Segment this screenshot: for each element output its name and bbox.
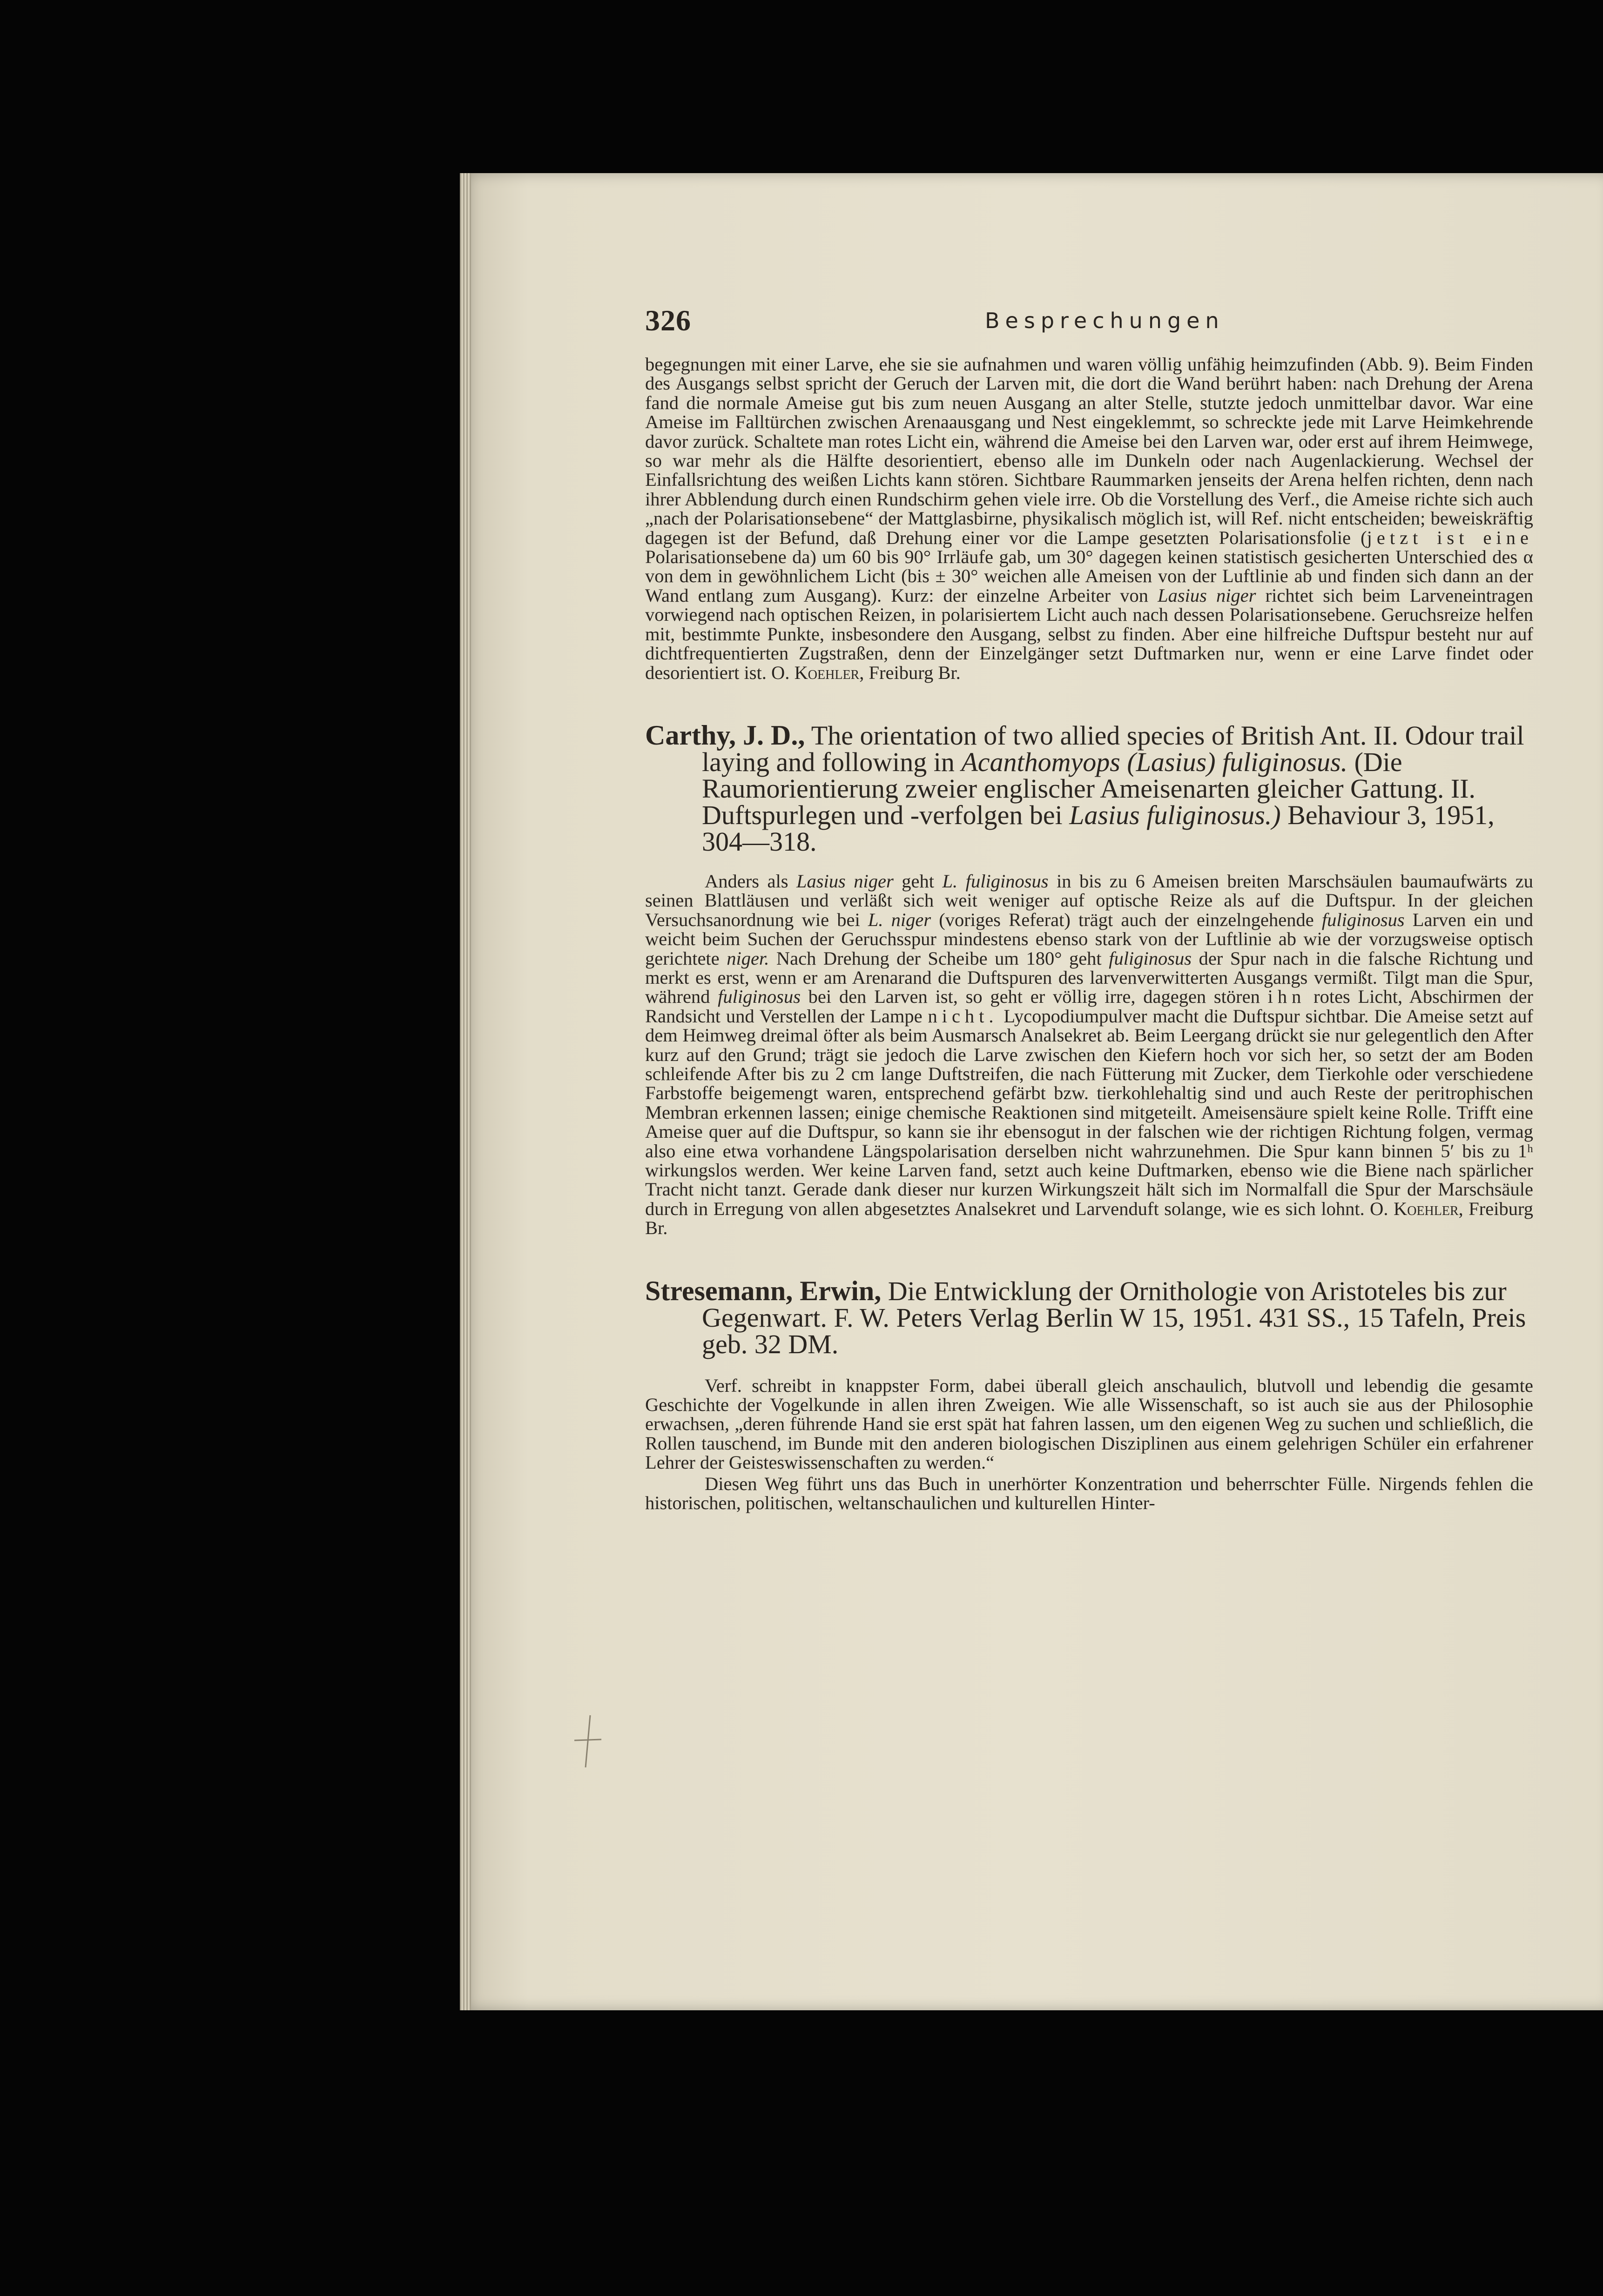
- book-page: [460, 173, 1603, 2010]
- reviewer-name: Koehler: [794, 662, 860, 683]
- pencil-margin-mark: [572, 1713, 604, 1769]
- review-heading-stresemann: Stresemann, Erwin, Die Entwicklung der Ornithologie von Aristoteles bis zur Gegenwart. F. W. Peters Verlag Berlin W 15, 1951. 431 SS., 15 Tafeln, Preis geb. 32 DM.: [645, 1275, 1526, 1359]
- page-edge: [460, 173, 471, 2010]
- review-paragraph-stresemann-2: Diesen Weg führt uns das Buch in unerhörter Konzentration und beherrschter Fülle. Nirgends fehlen die historischen, politischen, weltanschaulichen und kulturellen Hinter-: [645, 1473, 1533, 1514]
- spaced-emphasis: jetzt ist eine: [1367, 527, 1533, 548]
- review-author: Carthy, J. D.,: [645, 719, 805, 751]
- reviewer-place: , Freiburg Br.: [859, 662, 961, 683]
- review-author: Stresemann, Erwin,: [645, 1275, 882, 1306]
- reviewer-name: Koehler: [1393, 1198, 1459, 1219]
- reviewer-place: , Freiburg Br.: [645, 1198, 1533, 1239]
- review-continuation-paragraph: begegnungen mit einer Larve, ehe sie sie aufnahmen und waren völlig unfähig heimzufinden (Abb. 9). Beim Finden des Ausgangs selbst spricht der Geruch der Larven mit, die dort die Wand berührt haben: nach Drehung der Arena fand die normale Ameise gut bis zum neuen Ausgang an alter Stelle, stutzte jedoch unmittelbar davor. War eine Ameise im Falltürchen zwischen Arenaausgang und Nest eingeklemmt, so schreckte jede mit Larve Heimkehrende davor zurück. Schaltete man rotes Licht ein, während die Ameise bei den Larven war, oder erst auf ihrem Heimwege, so war mehr als die Hälfte desorientiert, ebenso alle im Dunkeln oder nach Augenlackierung. Wechsel der Einfallsrichtung des weißen Lichts kann stören. Sichtbare Raummarken jenseits der Arena helfen richten, denn nach ihrer Abblendung durch einen Rundschirm gehen viele irre. Ob die Vorstellung des Verf., die Ameise richte sich auch „nach der Polarisationsebene“ der Mattglasbirne, physikalisch möglich ist, will Ref. nicht entscheiden; beweiskräftig dagegen ist der Befund, daß Drehung einer vor die Lampe gesetzten Polarisationsfolie (jetzt ist eine Polarisationsebene da) um 60 bis 90° Irrläufe gab, um 30° dagegen keinen statistisch gesicherten Unterschied des α von dem in gewöhnlichem Licht (bis ± 30° weichen alle Ameisen von der Luftlinie ab und finden sich dann an der Wand entlang zum Ausgang). Kurz: der einzelne Arbeiter von Lasius niger richtet sich beim Larveneintragen vorwiegend nach optischen Reizen, in polarisiertem Licht auch nach dessen Polarisationsebene. Geruchsreize helfen mit, bestimmte Punkte, insbesondere den Ausgang, selbst zu finden. Aber eine hilfreiche Duftspur besteht nur auf dichtfrequentierten Zugstraßen, denn der Einzelgänger setzt Duftmarken nur, wenn er eine Larve findet oder desorientiert ist. O. Koehler, Freiburg Br.: [645, 354, 1533, 683]
- running-head: [645, 303, 1533, 355]
- species-name: Lasius niger: [1158, 584, 1256, 606]
- page-content: [645, 303, 1533, 1512]
- page-number: 326: [645, 304, 691, 337]
- review-heading-carthy: Carthy, J. D., The orientation of two allied species of British Ant. II. Odour trail laying and following in Acanthomyops (Lasius) fuliginosus. (Die Raumorientierung zweier englischer Ameisenarten gleicher Gattung. II. Duftspurlegen und -verfolgen bei Lasius fuliginosus.) Behaviour 3, 1951, 304—318.: [645, 719, 1524, 857]
- section-title: Besprechungen: [985, 308, 1225, 333]
- review-paragraph-stresemann-1: Verf. schreibt in knappster Form, dabei überall gleich anschaulich, blutvoll und lebendig die gesamte Geschichte der Vogelkunde in allen ihren Zweigen. Wie alle Wissenschaft, so ist auch sie aus der Philosophie erwachsen, „deren führende Hand sie erst spät hat fahren lassen, um den eigenen Weg zu suchen und schließlich, die Rollen tauschend, im Bunde mit den anderen biologischen Disziplinen aus einem gelehrigen Schüler ein erfahrener Lehrer der Geisteswissenschaften zu werden.“: [645, 1375, 1533, 1473]
- review-paragraph-carthy: Anders als Lasius niger geht L. fuliginosus in bis zu 6 Ameisen breiten Marschsäulen baumaufwärts zu seinen Blattläusen und verläßt sich weit weniger auf optische Reize als auf die Duftspur. In der gleichen Versuchsanordnung wie bei L. niger (voriges Referat) trägt auch der einzelngehende fuliginosus Larven ein und weicht beim Suchen der Geruchsspur mindestens ebenso stark von der Luftlinie ab wie der vorzugsweise optisch gerichtete niger. Nach Drehung der Scheibe um 180° geht fuliginosus der Spur nach in die falsche Richtung und merkt es erst, wenn er am Arenarand die Duftspuren des larvenverwitterten Ausgangs vermißt. Tilgt man die Spur, während fuliginosus bei den Larven ist, so geht er völlig irre, dagegen stören ihn rotes Licht, Abschirmen der Randsicht und Verstellen der Lampe nicht. Lycopodiumpulver macht die Duftspur sichtbar. Die Ameise setzt auf dem Heimweg dreimal öfter als beim Ausmarsch Analsekret ab. Beim Leergang drückt sie nur gelegentlich den After kurz auf den Grund; trägt sie jedoch die Larve zwischen den Kiefern hoch vor sich her, so setzt der am Boden schleifende After bis zu 2 cm lange Duftstreifen, die nach Fütterung mit Zucker, dem Tierkohle oder verschiedene Farbstoffe beigemengt waren, entsprechend gefärbt bzw. tierkohlehaltig sind und auch Reste der peritrophischen Membran erkennen lassen; einige chemische Reaktionen sind mitgeteilt. Ameisensäure spielt keine Rolle. Trifft eine Ameise quer auf die Duftspur, so kann sie ihr ebensogut in der falschen wie der richtigen Richtung folgen, vermag also eine etwa vorhandene Längspolarisation derselben nicht wahrzunehmen. Die Spur kann binnen 5′ bis zu 1ʰ wirkungslos werden. Wer keine Larven fand, setzt auch keine Duftmarken, ebenso wie die Biene nach spärlicher Tracht nicht tanzt. Gerade dank dieser nur kurzen Wirkungszeit hält sich im Normalfall die Spur der Marschsäule durch in Erregung von allen abgesetztes Analsekret und Larvenduft solange, wie es sich lohnt. O. Koehler, Freiburg Br.: [645, 870, 1534, 1239]
